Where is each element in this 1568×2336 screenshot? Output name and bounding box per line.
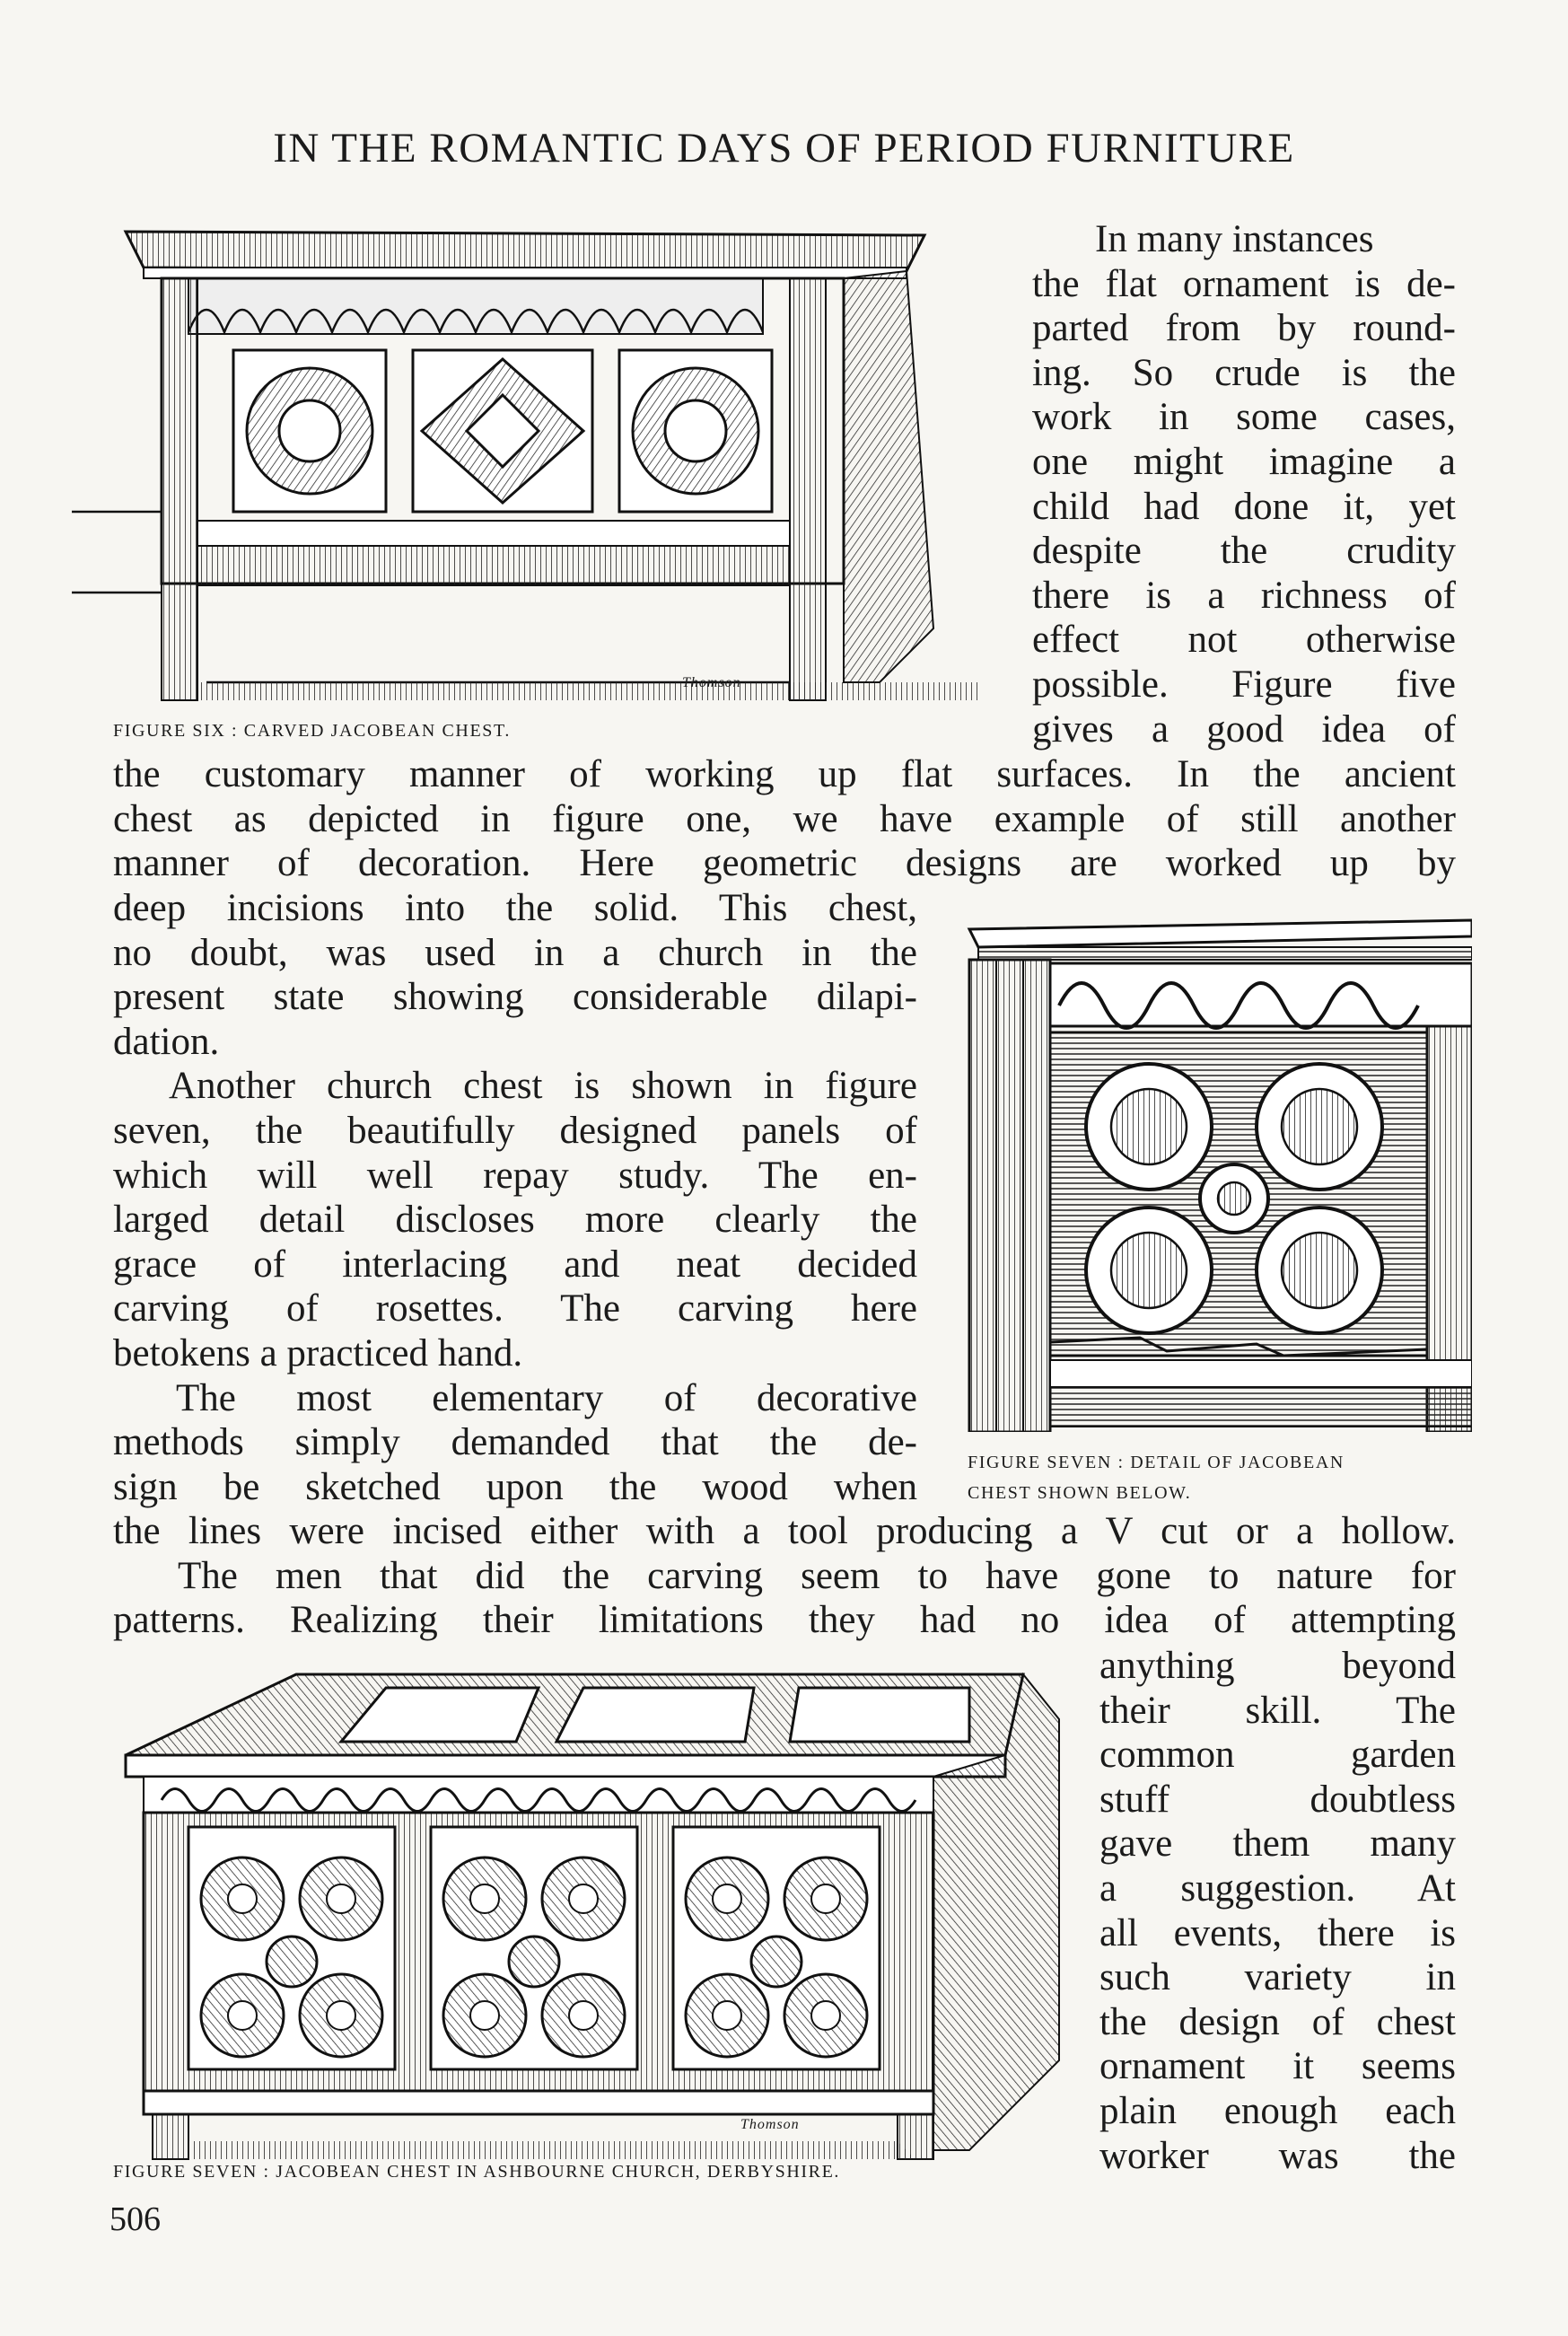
text-line: The men that did the carving seem to have gone to nature for [178, 1554, 1456, 1597]
figure-six-illustration [72, 215, 1005, 718]
text-line: plain enough each [1099, 2089, 1456, 2132]
text-line: such variety in [1099, 1956, 1456, 1999]
text-line: the design of chest [1099, 2000, 1456, 2043]
text-line: methods simply demanded that the de- [113, 1421, 917, 1464]
text-line: no doubt, was used in a church in the [113, 931, 917, 974]
text-line: dation. [113, 1020, 220, 1063]
text-line: Another church chest is shown in figure [169, 1065, 917, 1108]
figure-seven-signature: Thomson [740, 2117, 800, 2132]
text-line: gave them many [1099, 1822, 1456, 1866]
text-line: stuff doubtless [1099, 1778, 1456, 1821]
page-title: IN THE ROMANTIC DAYS OF PERIOD FURNITURE [273, 125, 1295, 171]
text-line: one might imagine a [1032, 440, 1456, 483]
text-line: present state showing considerable dilapi- [113, 976, 917, 1019]
paragraph-block-4 [113, 1509, 1456, 1643]
text-line: the lines were incised either with a tool producing a V cut or a hollow. [113, 1510, 1456, 1552]
text-line: In many instances [1095, 218, 1374, 260]
text-line: deep incisions into the solid. This chest, [113, 887, 917, 929]
text-line: anything beyond [1099, 1645, 1456, 1687]
text-line: there is a richness of [1032, 574, 1456, 617]
text-line: gives a good idea of [1032, 707, 1456, 751]
text-line: the customary manner of working up flat surfaces. In the ancient [113, 753, 1456, 795]
text-line: child had done it, yet [1032, 485, 1456, 528]
caption-line: FIGURE SEVEN : DETAIL OF JACOBEAN [968, 1453, 1345, 1472]
text-line: despite the crudity [1032, 530, 1456, 573]
figure-six-caption: FIGURE SIX : CARVED JACOBEAN CHEST. [113, 721, 511, 741]
text-line: common garden [1099, 1734, 1456, 1777]
text-line: chest as depicted in figure one, we have example of still another [113, 797, 1456, 840]
text-line: possible. Figure five [1032, 663, 1456, 706]
text-line: seven, the beautifully designed panels of [113, 1109, 917, 1152]
figure-seven-detail-illustration [960, 911, 1472, 1432]
text-line: a suggestion. At [1099, 1866, 1456, 1910]
text-line: carving of rosettes. The carving here [113, 1287, 917, 1330]
text-line: manner of decoration. Here geometric designs are worked up by [113, 842, 1456, 885]
text-line: The most elementary of decorative [176, 1376, 917, 1419]
chest-detail-icon [960, 911, 1472, 1432]
figure-six-signature: Thomson [682, 675, 741, 690]
figure-seven-detail-caption [968, 1447, 1345, 1508]
text-line: patterns. Realizing their limitations they had no idea of attempting [113, 1599, 1456, 1642]
paragraph-block-3 [113, 886, 917, 1509]
page-number: 506 [109, 2200, 161, 2238]
paragraph-block-5 [1099, 1644, 1456, 2178]
text-line: the flat ornament is de- [1032, 262, 1456, 305]
text-line: worker was the [1099, 2134, 1456, 2177]
text-line: effect not otherwise [1032, 619, 1456, 662]
text-line: all events, there is [1099, 1911, 1456, 1954]
paragraph-block-2 [113, 752, 1456, 886]
text-line: grace of interlacing and neat decided [113, 1243, 917, 1286]
caption-line: CHEST SHOWN BELOW. [968, 1483, 1192, 1503]
text-line: which will well repay study. The en- [113, 1154, 917, 1197]
text-line: betokens a practiced hand. [113, 1331, 523, 1374]
text-line: ornament it seems [1099, 2045, 1456, 2088]
text-line: work in some cases, [1032, 396, 1456, 439]
figure-seven-caption: FIGURE SEVEN : JACOBEAN CHEST IN ASHBOURNE CHURCH, DERBYSHIRE. [113, 2162, 841, 2182]
text-line: ing. So crude is the [1032, 351, 1456, 394]
text-line: parted from by round- [1032, 307, 1456, 350]
figure-seven-illustration [108, 1665, 1077, 2168]
paragraph-block-1 [1032, 217, 1456, 751]
ashbourne-church-chest-icon [108, 1665, 1077, 2168]
text-line: their skill. The [1099, 1689, 1456, 1732]
carved-jacobean-chest-icon [72, 215, 1005, 718]
text-line: larged detail discloses more clearly the [113, 1199, 917, 1242]
text-line: sign be sketched upon the wood when [113, 1465, 917, 1508]
